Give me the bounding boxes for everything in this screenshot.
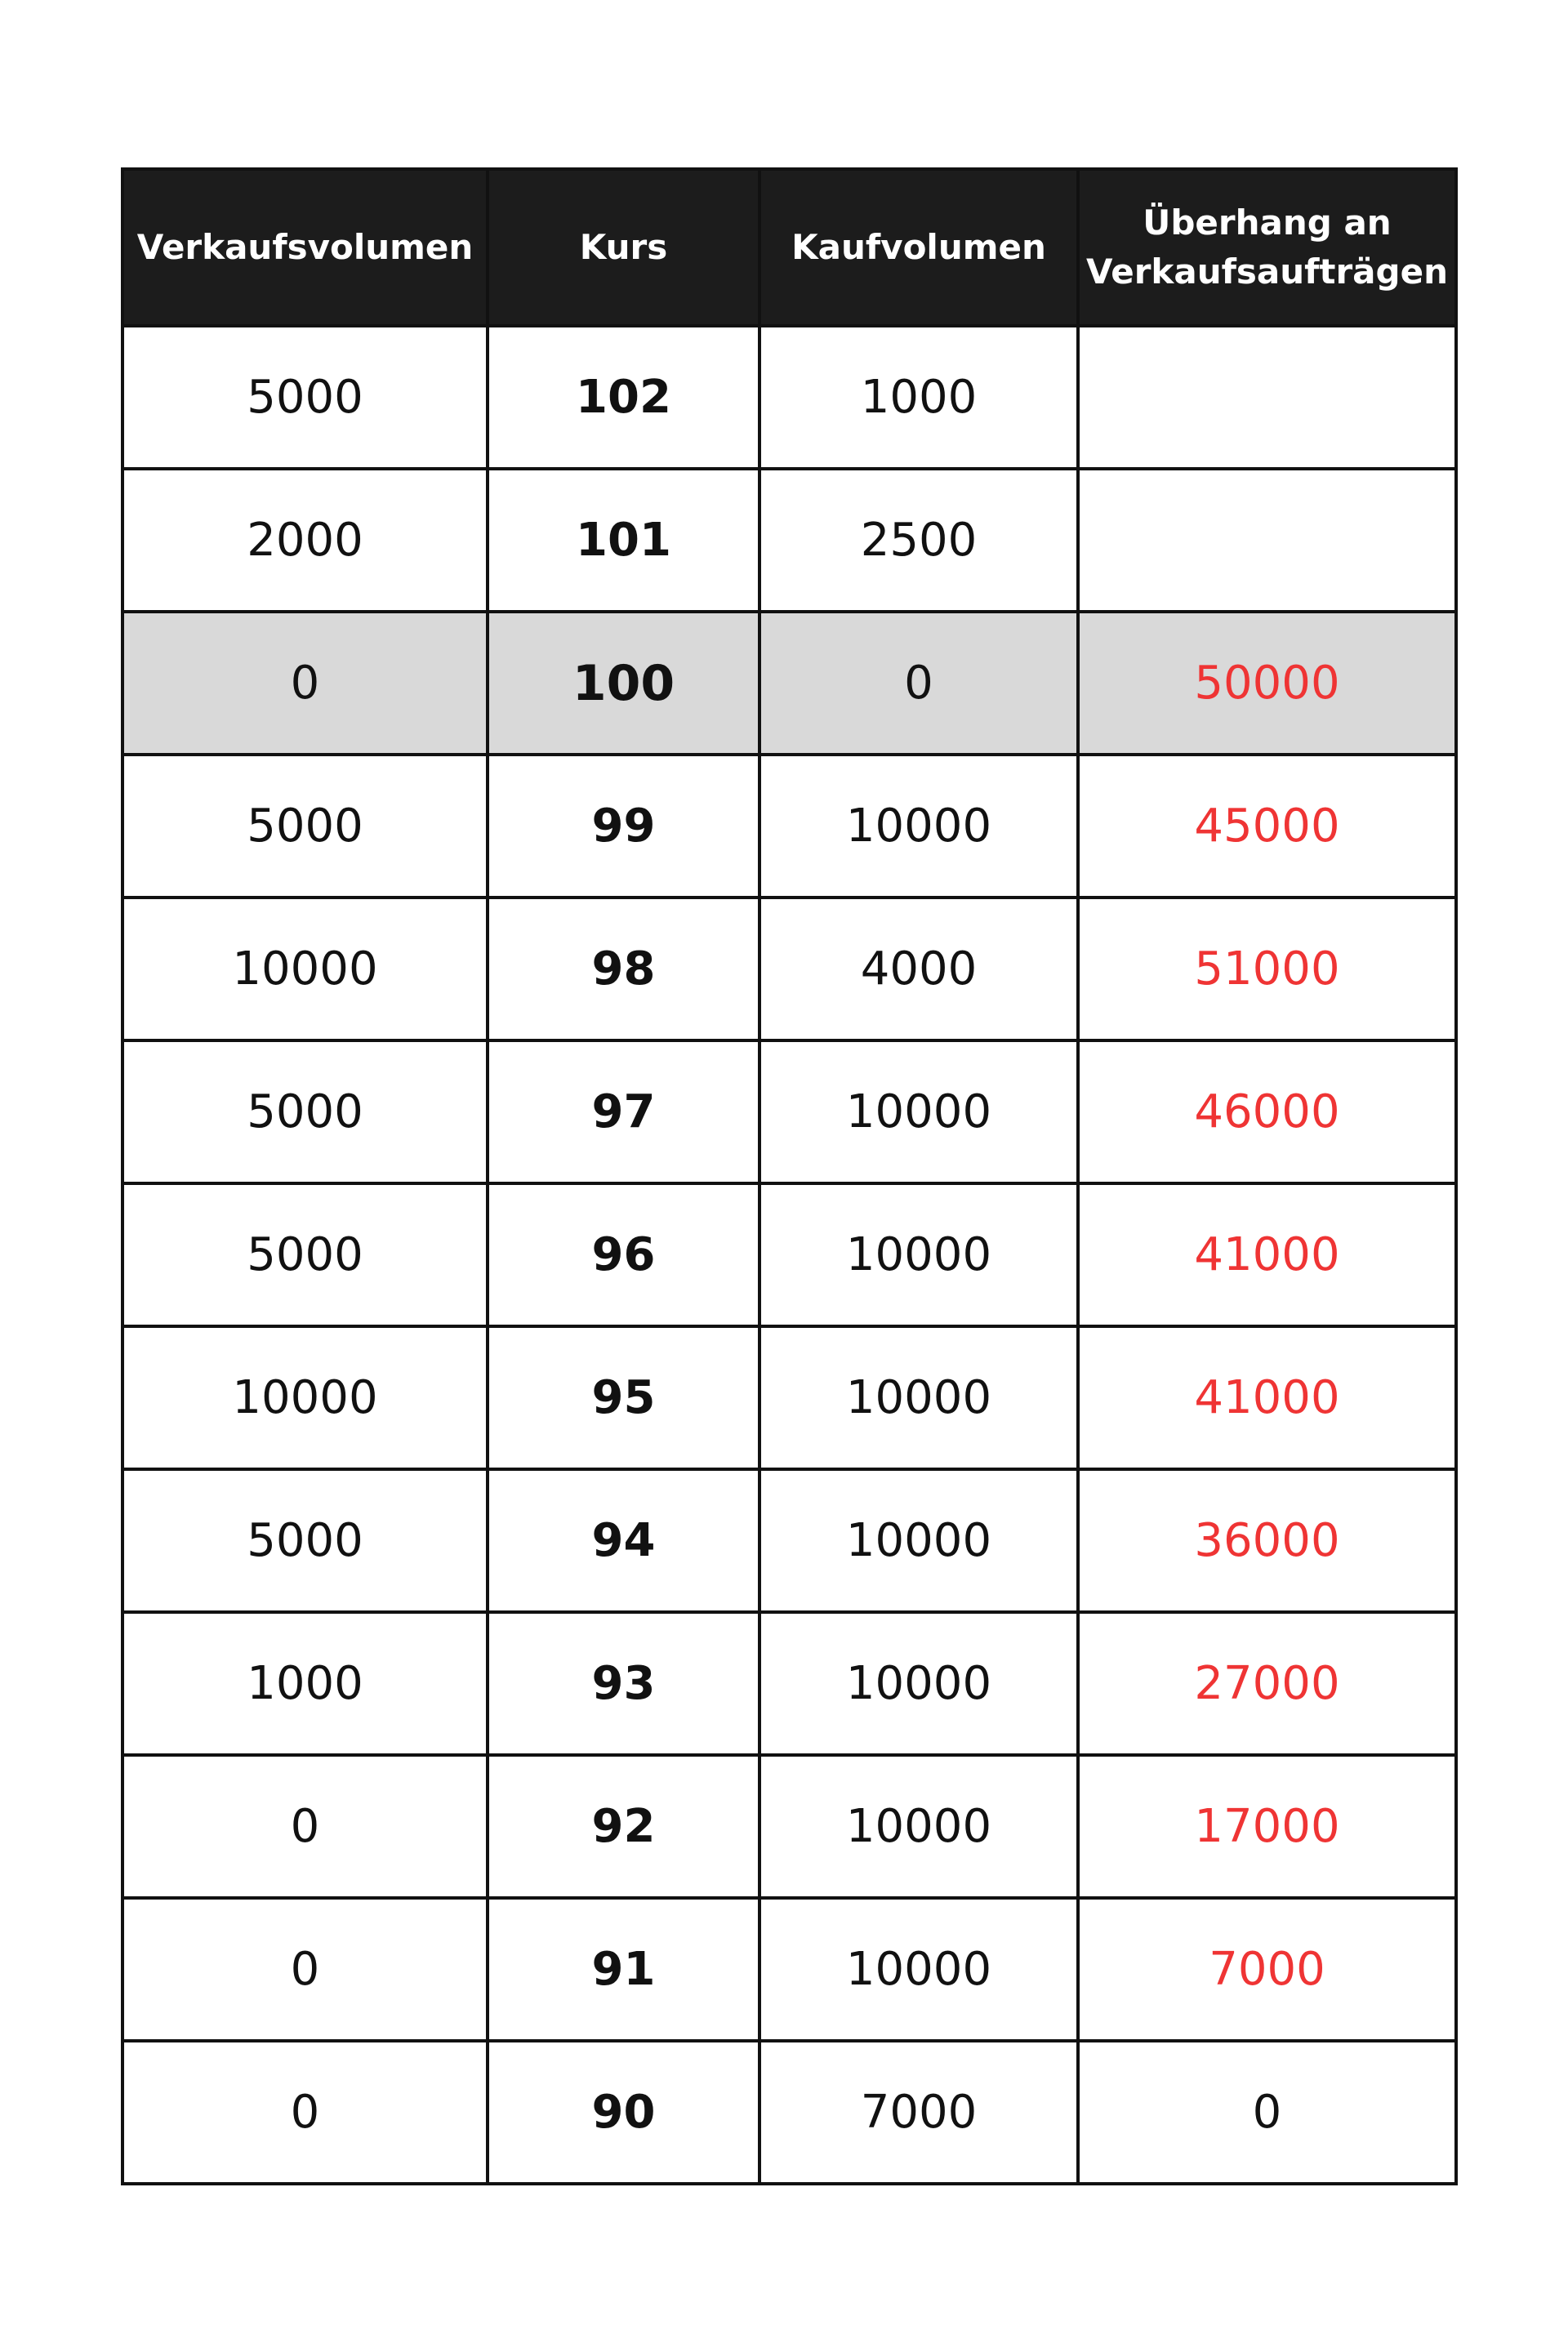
cell-sell-overhang: 17000 [1078, 1755, 1456, 1898]
cell-sell-volume: 5000 [122, 1040, 488, 1183]
table-row [122, 1755, 1456, 1898]
cell-sell-overhang: 50000 [1078, 612, 1456, 755]
table-row [122, 755, 1456, 898]
cell-sell-overhang: 0 [1078, 2041, 1456, 2184]
cell-sell-overhang: 27000 [1078, 1612, 1456, 1755]
cell-buy-volume: 2500 [760, 469, 1078, 612]
cell-sell-overhang: 41000 [1078, 1326, 1456, 1469]
header-price: Kurs [488, 169, 760, 326]
header-buy-volume: Kaufvolumen [760, 169, 1078, 326]
cell-sell-volume: 0 [122, 612, 488, 755]
cell-buy-volume: 10000 [760, 1183, 1078, 1326]
cell-sell-volume: 10000 [122, 1326, 488, 1469]
table-row [122, 2041, 1456, 2184]
cell-sell-volume: 0 [122, 2041, 488, 2184]
cell-buy-volume: 10000 [760, 1040, 1078, 1183]
cell-buy-volume: 10000 [760, 1755, 1078, 1898]
cell-price: 92 [488, 1755, 760, 1898]
cell-sell-volume: 5000 [122, 755, 488, 898]
cell-buy-volume: 7000 [760, 2041, 1078, 2184]
cell-sell-overhang: 45000 [1078, 755, 1456, 898]
header-sell-volume: Verkaufsvolumen [122, 169, 488, 326]
cell-price: 94 [488, 1469, 760, 1612]
order-book-table [121, 167, 1458, 2185]
cell-buy-volume: 10000 [760, 1898, 1078, 2041]
table-row [122, 1183, 1456, 1326]
cell-sell-overhang: 46000 [1078, 1040, 1456, 1183]
cell-sell-volume: 10000 [122, 898, 488, 1040]
cell-price: 101 [488, 469, 760, 612]
cell-buy-volume: 10000 [760, 755, 1078, 898]
table-row [122, 469, 1456, 612]
cell-price: 93 [488, 1612, 760, 1755]
cell-sell-overhang: 51000 [1078, 898, 1456, 1040]
table-row [122, 1612, 1456, 1755]
cell-price: 97 [488, 1040, 760, 1183]
cell-price: 96 [488, 1183, 760, 1326]
cell-price: 102 [488, 326, 760, 469]
cell-sell-overhang: 7000 [1078, 1898, 1456, 2041]
cell-sell-volume: 5000 [122, 1469, 488, 1612]
cell-sell-overhang [1078, 469, 1456, 612]
cell-sell-volume: 0 [122, 1755, 488, 1898]
table-row [122, 1326, 1456, 1469]
cell-price: 90 [488, 2041, 760, 2184]
table-header [122, 169, 1456, 326]
table-row [122, 898, 1456, 1040]
cell-price: 95 [488, 1326, 760, 1469]
cell-sell-volume: 5000 [122, 1183, 488, 1326]
cell-buy-volume: 10000 [760, 1469, 1078, 1612]
cell-sell-overhang: 36000 [1078, 1469, 1456, 1612]
table-row [122, 326, 1456, 469]
cell-buy-volume: 1000 [760, 326, 1078, 469]
cell-sell-overhang [1078, 326, 1456, 469]
header-sell-overhang: Überhang an Verkaufsaufträgen [1078, 169, 1456, 326]
table-body [122, 326, 1456, 2184]
cell-sell-volume: 0 [122, 1898, 488, 2041]
table-row [122, 612, 1456, 755]
header-row [122, 169, 1456, 326]
order-book-table-wrapper [121, 167, 1458, 2185]
cell-sell-overhang: 41000 [1078, 1183, 1456, 1326]
cell-buy-volume: 10000 [760, 1326, 1078, 1469]
cell-sell-volume: 2000 [122, 469, 488, 612]
cell-sell-volume: 5000 [122, 326, 488, 469]
table-row [122, 1040, 1456, 1183]
cell-price: 99 [488, 755, 760, 898]
cell-buy-volume: 0 [760, 612, 1078, 755]
table-row [122, 1898, 1456, 2041]
table-row [122, 1469, 1456, 1612]
cell-buy-volume: 10000 [760, 1612, 1078, 1755]
cell-buy-volume: 4000 [760, 898, 1078, 1040]
cell-price: 98 [488, 898, 760, 1040]
cell-price: 100 [488, 612, 760, 755]
cell-price: 91 [488, 1898, 760, 2041]
cell-sell-volume: 1000 [122, 1612, 488, 1755]
